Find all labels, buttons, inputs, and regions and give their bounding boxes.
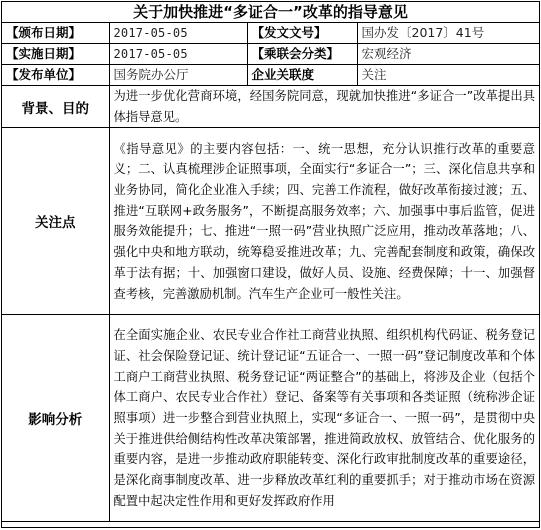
meta-row-issuer: [2, 65, 539, 86]
issuer-value: 国务院办公厅: [109, 65, 247, 86]
relevance-label: 企业关联度: [247, 65, 357, 86]
doc-number-value: 国办发〔2017〕41号: [357, 23, 539, 44]
meta-row-effective: [2, 44, 539, 65]
policy-summary-document: [1, 1, 540, 528]
impact-text: 在全面实施企业、农民专业合作社工商营业执照、组织机构代码证、税务登记证、社会保险登记证、统计登记证“五证合一、一照一码”登记制度改革和个体工商户工商营业执照、税务登记证“两证整合”的基础上，将涉及企业（包括个体工商户、农民专业合作社）登记、备案等有关事项和各类证照（统称涉企证照事项）进一步整合到营业执照上，实现“多证合一、一照一码”，是贯彻中央关于推进供给侧结构性改革决策部署，推进简政放权、放管结合、优化服务的重要内容，是进一步推动政府职能转变、深化行政审批制度改革的重要途径，是深化商事制度改革、进一步释放改革红利的重要抓手；对于推动市场在资源配置中起决定性作用和更好发挥政府作用: [109, 315, 539, 522]
effective-date-label: 【实施日期】: [2, 44, 109, 65]
impact-label: 影响分析: [2, 315, 109, 522]
issue-date-label: 【颁布日期】: [2, 23, 109, 44]
issuer-label: 【发布单位】: [2, 65, 109, 86]
focus-label: 关注点: [2, 128, 109, 315]
issue-date-value: 2017-05-05: [109, 23, 247, 44]
doc-number-label: 【发文文号】: [247, 23, 357, 44]
category-label: 【乘联会分类】: [247, 44, 357, 65]
focus-text: 《指导意见》的主要内容包括：一、统一思想，充分认识推行改革的重要意义；二、认真梳理涉企证照事项，全面实行“多证合一”；三、深化信息共享和业务协同，简化企业准入手续；四、完善工作流程，做好改革衔接过渡；五、推进“互联网+政务服务”，不断提高服务效率；六、加强事中事后监管，促进服务效能提升；七、推进“一照一码”营业执照广泛应用，推动改革落地；八、强化中央和地方联动，统筹稳妥推进改革；九、完善配套制度和政策，确保改革于法有据；十、加强窗口建设，做好人员、设施、经费保障；十一、加强督查考核，完善激励机制。汽车生产企业可一般性关注。: [109, 128, 539, 315]
category-value: 宏观经济: [357, 44, 539, 65]
section-focus: [2, 128, 539, 315]
background-label: 背景、目的: [2, 86, 109, 128]
effective-date-value: 2017-05-05: [109, 44, 247, 65]
policy-table: [2, 2, 539, 522]
section-impact: [2, 315, 539, 522]
relevance-value: 关注: [357, 65, 539, 86]
meta-row-dates: [2, 23, 539, 44]
document-title: 关于加快推进“多证合一”改革的指导意见: [2, 2, 539, 23]
section-background: [2, 86, 539, 128]
background-text: 为进一步优化营商环境，经国务院同意，现就加快推进“多证合一”改革提出具体指导意见。: [109, 86, 539, 128]
